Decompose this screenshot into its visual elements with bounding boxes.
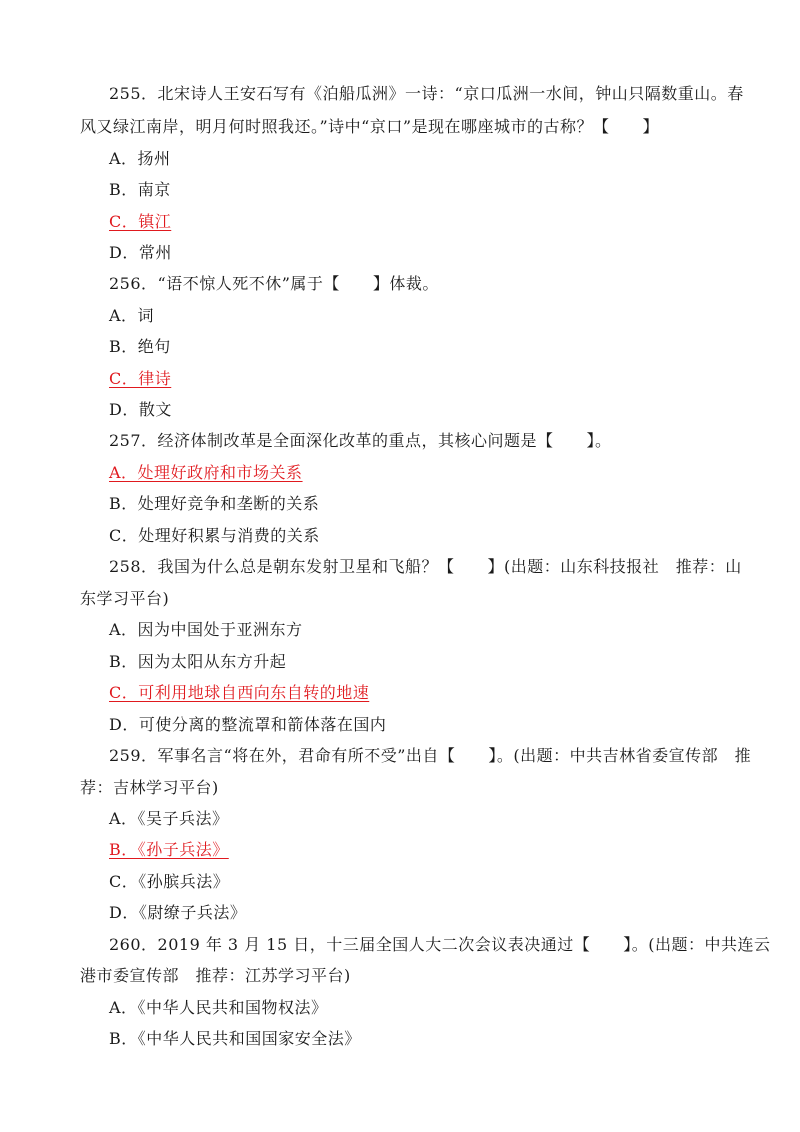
question-stem-line: 258．我国为什么总是朝东发射卫星和飞船？【 】(出题：山东科技报社 推荐：山 <box>109 557 742 576</box>
option-d: D．《尉缭子兵法》 <box>109 903 247 922</box>
option-d: D．可使分离的整流罩和箭体落在国内 <box>109 715 387 734</box>
question-stem-line: 259．军事名言“将在外，君命有所不受”出自【 】。(出题：中共吉林省委宣传部 推 <box>109 746 752 765</box>
option-a: A．因为中国处于亚洲东方 <box>109 620 303 639</box>
question-stem-line: 256．“语不惊人死不休”属于【 】体裁。 <box>109 274 439 293</box>
option-b: B．因为太阳从东方升起 <box>109 652 287 671</box>
option-b: B．《中华人民共和国国家安全法》 <box>109 1029 361 1048</box>
option-a: A．词 <box>109 306 155 325</box>
option-b: B．绝句 <box>109 337 171 356</box>
question-stem-line: 260．2019 年 3 月 15 日，十三届全国人大二次会议表决通过【 】。(出题：中共连云 <box>109 935 771 954</box>
question-stem-line: 风又绿江南岸，明月何时照我还。”诗中“京口”是现在哪座城市的古称？【 】 <box>80 117 660 136</box>
option-c-correct-answer: C．可利用地球自西向东自转的地速 <box>109 683 370 702</box>
option-b: B．南京 <box>109 180 171 199</box>
option-a: A．扬州 <box>109 149 171 168</box>
question-stem-line: 东学习平台) <box>80 589 170 608</box>
option-b-correct-answer: B．《孙子兵法》 <box>109 840 229 859</box>
option-c-correct-answer: C．律诗 <box>109 369 172 388</box>
option-d: D．散文 <box>109 400 172 419</box>
option-c-correct-answer: C．镇江 <box>109 212 172 231</box>
question-stem-line: 257．经济体制改革是全面深化改革的重点，其核心问题是【 】。 <box>109 431 612 450</box>
option-a: A．《吴子兵法》 <box>109 809 229 828</box>
option-b: B．处理好竞争和垄断的关系 <box>109 494 320 513</box>
question-stem-line: 荐：吉林学习平台) <box>80 778 219 797</box>
option-c: C．处理好积累与消费的关系 <box>109 526 320 545</box>
option-c: C．《孙膑兵法》 <box>109 872 230 891</box>
question-stem-line: 港市委宣传部 推荐：江苏学习平台) <box>80 966 351 985</box>
option-d: D．常州 <box>109 243 172 262</box>
question-stem-line: 255．北宋诗人王安石写有《泊船瓜洲》一诗：“京口瓜洲一水间，钟山只隔数重山。春 <box>109 84 744 103</box>
option-a: A．《中华人民共和国物权法》 <box>109 998 328 1017</box>
option-a-correct-answer: A．处理好政府和市场关系 <box>109 463 303 482</box>
